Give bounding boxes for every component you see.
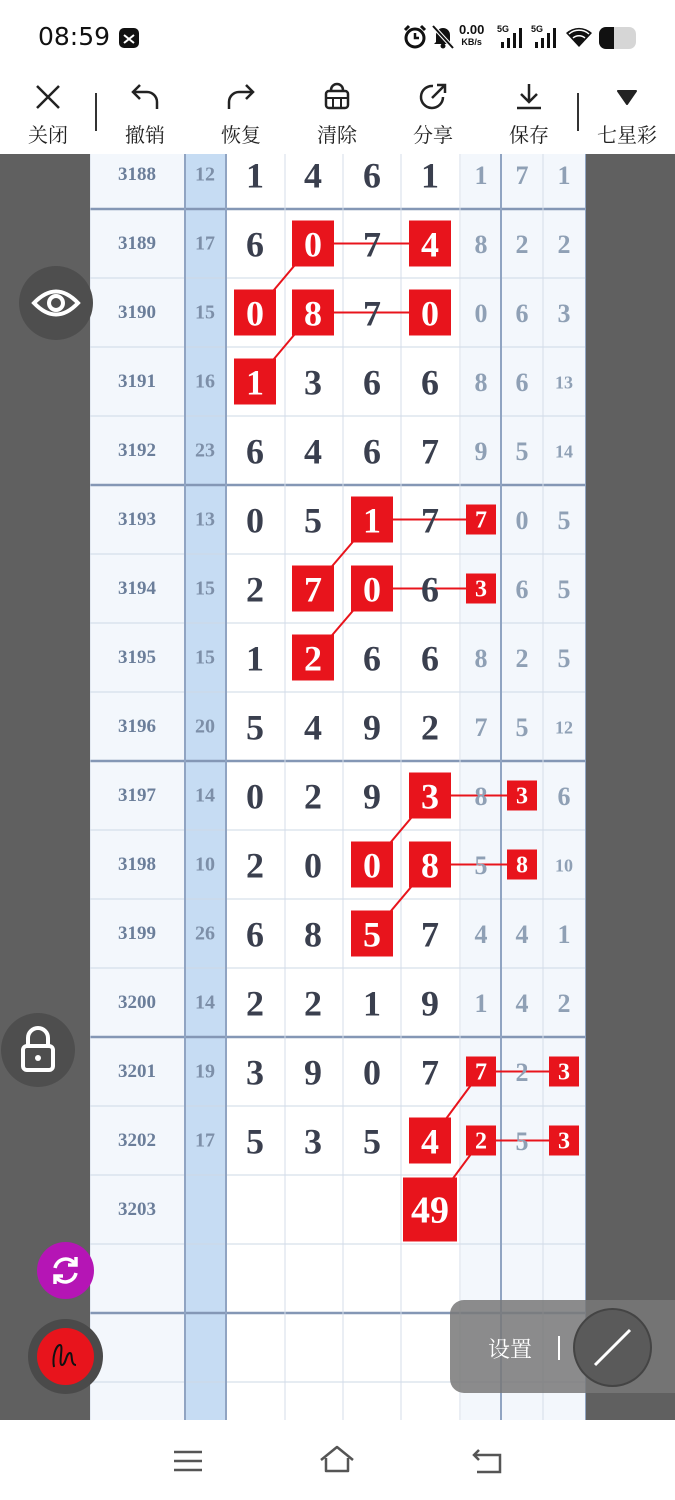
extra-value: 2 (557, 230, 571, 259)
line-tool-button[interactable] (575, 1310, 650, 1385)
brush-button[interactable] (28, 1319, 103, 1394)
extra-value: 1 (557, 920, 571, 949)
sum-value: 15 (195, 577, 215, 600)
digit: 6 (363, 431, 381, 472)
menu-icon (172, 1449, 204, 1473)
digit: 6 (363, 362, 381, 403)
digit: 7 (421, 500, 439, 541)
lock-button[interactable] (1, 1013, 75, 1087)
status-bar (0, 0, 675, 75)
extra-highlighted: 3 (516, 783, 528, 810)
digit-highlighted: 0 (421, 293, 439, 334)
net-speed-unit: KB/s (461, 37, 482, 47)
sum-value: 12 (195, 163, 215, 186)
digit: 7 (421, 1052, 439, 1093)
digit-highlighted: 0 (363, 569, 381, 610)
issue-number: 3197 (118, 785, 156, 806)
digit: 5 (363, 1121, 381, 1162)
digit: 6 (246, 914, 264, 955)
extra-value: 13 (555, 372, 573, 393)
digit: 0 (363, 1052, 381, 1093)
share-label: 分享 (413, 125, 453, 147)
trend-grid (90, 154, 586, 1420)
extra-value: 5 (557, 575, 571, 604)
issue-number: 3202 (118, 1130, 156, 1151)
issue-number: 3188 (118, 164, 156, 185)
issue-number: 3201 (118, 1061, 156, 1082)
digit-highlighted: 0 (304, 224, 322, 265)
undo-icon (129, 81, 161, 113)
extra-highlighted: 3 (558, 1059, 570, 1086)
redo-button[interactable] (201, 75, 281, 154)
digit-highlighted: 7 (304, 569, 322, 610)
share-icon (417, 81, 449, 113)
toolbar-divider (95, 93, 97, 131)
digit-highlighted: 0 (363, 845, 381, 886)
digit: 6 (246, 224, 264, 265)
digit: 6 (421, 638, 439, 679)
close-button[interactable] (8, 75, 88, 154)
mute-bell-icon (431, 24, 455, 55)
digit: 9 (421, 983, 439, 1024)
system-nav-bar (0, 1420, 675, 1500)
toolbar-divider (577, 93, 579, 131)
eye-icon (19, 266, 93, 340)
menu-nav-button[interactable] (172, 1449, 204, 1478)
extra-value: 5 (557, 506, 571, 535)
digit: 2 (246, 845, 264, 886)
drawing-canvas[interactable] (0, 154, 675, 1420)
digit-highlighted: 1 (246, 362, 264, 403)
battery-icon (598, 26, 638, 55)
digit: 6 (363, 155, 381, 196)
digit: 1 (246, 155, 264, 196)
clock: 08:59 (38, 22, 111, 51)
digit-highlighted: 4 (421, 1121, 439, 1162)
extra-value: 6 (515, 299, 529, 328)
digit: 4 (304, 431, 322, 472)
digit-highlighted: 2 (304, 638, 322, 679)
extra-value: 2 (515, 644, 529, 673)
digit: 3 (246, 1052, 264, 1093)
extra-value: 5 (515, 1127, 529, 1156)
toolbar (0, 75, 675, 154)
digit: 9 (363, 776, 381, 817)
issue-number: 3191 (118, 371, 156, 392)
lock-icon (1, 1013, 75, 1087)
digit: 7 (363, 293, 381, 334)
digit: 5 (246, 707, 264, 748)
issue-number: 3199 (118, 923, 156, 944)
sum-value: 17 (195, 1129, 215, 1152)
redo-label: 恢复 (221, 125, 261, 147)
extra-value: 6 (515, 368, 529, 397)
digit: 0 (246, 776, 264, 817)
extra-value: 12 (555, 717, 573, 738)
sum-value: 13 (195, 508, 215, 531)
annotation-text: 49 (411, 1189, 449, 1232)
alarm-icon (402, 24, 428, 55)
visibility-toggle-button[interactable] (19, 266, 93, 340)
save-button[interactable] (489, 75, 569, 154)
extra-value: 2 (515, 1058, 529, 1087)
home-nav-button[interactable] (319, 1444, 355, 1479)
extra-value: 14 (555, 441, 573, 462)
digit: 7 (363, 224, 381, 265)
undo-button[interactable] (105, 75, 185, 154)
sum-value: 14 (195, 784, 215, 807)
clear-label: 清除 (317, 125, 357, 147)
extra-value: 6 (557, 782, 571, 811)
digit: 6 (421, 569, 439, 610)
sum-value: 16 (195, 370, 215, 393)
extra-value: 5 (474, 851, 488, 880)
extra-value: 1 (557, 161, 571, 190)
digit-highlighted: 1 (363, 500, 381, 541)
digit: 2 (304, 983, 322, 1024)
sum-value: 19 (195, 1060, 215, 1083)
extra-value: 6 (515, 575, 529, 604)
undo-label: 撤销 (125, 125, 165, 147)
extra-value: 8 (474, 230, 488, 259)
app-notification-icon (118, 27, 140, 54)
home-icon (319, 1444, 355, 1474)
digit: 2 (421, 707, 439, 748)
extra-value: 5 (515, 713, 529, 742)
caret-down-icon (611, 81, 643, 113)
digit-highlighted: 0 (246, 293, 264, 334)
issue-number: 3194 (118, 578, 156, 599)
close-label: 关闭 (28, 125, 68, 147)
extra-value: 8 (474, 368, 488, 397)
extra-value: 4 (474, 920, 488, 949)
trend-sheet (90, 154, 586, 1420)
digit: 1 (246, 638, 264, 679)
extra-highlighted: 8 (516, 852, 528, 879)
extra-value: 1 (474, 989, 488, 1018)
settings-button[interactable]: 设置 (488, 1337, 533, 1362)
extra-value: 2 (515, 230, 529, 259)
digit: 4 (304, 707, 322, 748)
digit-highlighted: 4 (421, 224, 439, 265)
issue-number: 3193 (118, 509, 156, 530)
issue-number: 3200 (118, 992, 156, 1013)
extra-value: 0 (515, 506, 529, 535)
digit: 9 (304, 1052, 322, 1093)
digit: 0 (246, 500, 264, 541)
net-speed-value: 0.00 (459, 22, 485, 37)
digit: 1 (363, 983, 381, 1024)
extra-value: 4 (515, 989, 529, 1018)
extra-value: 5 (557, 644, 571, 673)
issue-number: 3196 (118, 716, 156, 737)
issue-number: 3198 (118, 854, 156, 875)
download-icon (513, 81, 545, 113)
extra-value: 8 (474, 782, 488, 811)
extra-value: 4 (515, 920, 529, 949)
lottery-type-dropdown[interactable] (587, 75, 667, 154)
extra-value: 7 (515, 161, 529, 190)
digit-highlighted: 8 (421, 845, 439, 886)
issue-number: 3195 (118, 647, 156, 668)
sum-value: 10 (195, 853, 215, 876)
digit: 3 (304, 362, 322, 403)
digit-highlighted: 5 (363, 914, 381, 955)
settings-divider (558, 1336, 560, 1360)
extra-value: 5 (515, 437, 529, 466)
digit: 2 (304, 776, 322, 817)
digit: 7 (421, 914, 439, 955)
digit: 7 (421, 431, 439, 472)
sim2-label: 5G (531, 24, 544, 34)
line-tool-icon (575, 1310, 650, 1385)
extra-highlighted: 7 (475, 507, 487, 534)
sum-value: 17 (195, 232, 215, 255)
extra-value: 3 (557, 299, 571, 328)
digit: 1 (421, 155, 439, 196)
signature-icon (28, 1319, 103, 1394)
back-nav-button[interactable] (471, 1446, 503, 1481)
extra-value: 0 (474, 299, 488, 328)
sum-value: 26 (195, 922, 215, 945)
close-icon (32, 81, 64, 113)
sum-value: 20 (195, 715, 215, 738)
issue-number: 3190 (118, 302, 156, 323)
lottery-type-label: 七星彩 (597, 125, 657, 147)
refresh-icon (37, 1242, 94, 1299)
digit-highlighted: 8 (304, 293, 322, 334)
digit: 6 (363, 638, 381, 679)
digit: 2 (246, 983, 264, 1024)
sum-value: 23 (195, 439, 215, 462)
extra-value: 1 (474, 161, 488, 190)
extra-highlighted: 3 (558, 1128, 570, 1155)
save-label: 保存 (509, 125, 549, 147)
issue-number: 3203 (118, 1199, 156, 1220)
extra-highlighted: 2 (475, 1128, 487, 1155)
clear-icon (321, 81, 353, 113)
clear-button[interactable] (297, 75, 377, 154)
digit: 6 (421, 362, 439, 403)
digit: 5 (246, 1121, 264, 1162)
digit: 4 (304, 155, 322, 196)
redo-icon (225, 81, 257, 113)
digit-highlighted: 3 (421, 776, 439, 817)
extra-value: 9 (474, 437, 488, 466)
sum-value: 15 (195, 646, 215, 669)
digit: 2 (246, 569, 264, 610)
extra-value: 10 (555, 855, 573, 876)
digit: 6 (246, 431, 264, 472)
digit: 9 (363, 707, 381, 748)
extra-value: 7 (474, 713, 488, 742)
issue-number: 3192 (118, 440, 156, 461)
digit: 0 (304, 845, 322, 886)
sim1-label: 5G (497, 24, 510, 34)
network-speed (459, 24, 484, 48)
digit: 3 (304, 1121, 322, 1162)
back-icon (471, 1446, 503, 1476)
extra-highlighted: 3 (475, 576, 487, 603)
extra-value: 2 (557, 989, 571, 1018)
issue-number: 3189 (118, 233, 156, 254)
digit: 5 (304, 500, 322, 541)
digit: 8 (304, 914, 322, 955)
extra-value: 8 (474, 644, 488, 673)
share-button[interactable] (393, 75, 473, 154)
sum-value: 15 (195, 301, 215, 324)
wifi-icon (565, 26, 593, 53)
sum-value: 14 (195, 991, 215, 1014)
rotate-button[interactable] (37, 1242, 94, 1299)
extra-highlighted: 7 (475, 1059, 487, 1086)
